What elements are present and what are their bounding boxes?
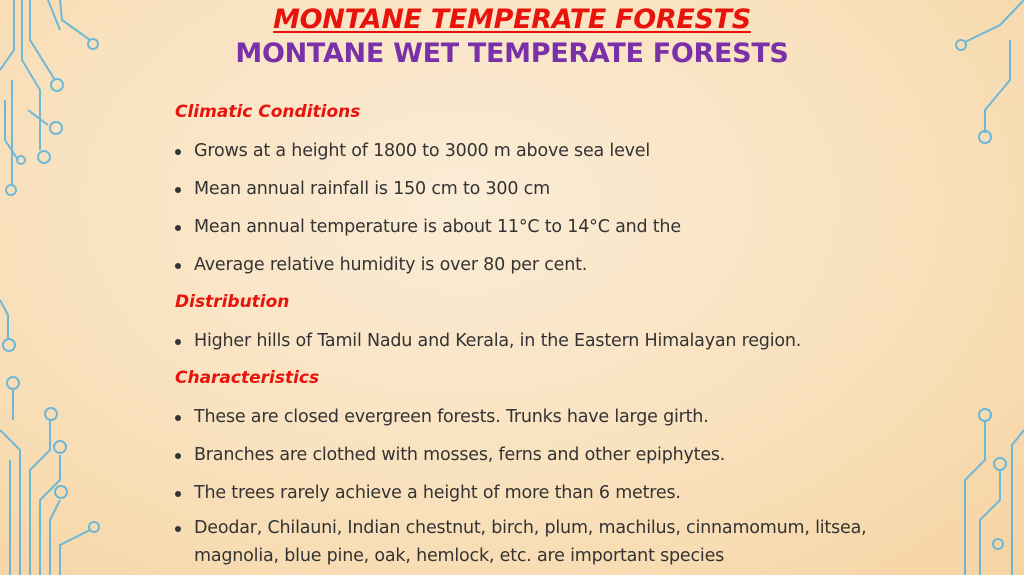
bullet-item: Grows at a height of 1800 to 3000 m above sea level (175, 133, 875, 171)
bullet-item: The trees rarely achieve a height of more than 6 metres. (175, 475, 875, 513)
bullet-item: These are closed evergreen forests. Trunks have large girth. (175, 399, 875, 437)
bullet-item: Deodar, Chilauni, Indian chestnut, birch, plum, machilus, cinnamomum, litsea, magnolia, blue pine, oak, hemlock, etc. are important species (175, 513, 875, 569)
bullet-item: Branches are clothed with mosses, ferns and other epiphytes. (175, 437, 875, 475)
section-heading-distribution: Distribution (175, 292, 290, 312)
slide-title-text: MONTANE TEMPERATE FORESTS (273, 4, 751, 35)
section-heading-characteristics: Characteristics (175, 368, 320, 388)
bullet-item: Higher hills of Tamil Nadu and Kerala, in the Eastern Himalayan region. (175, 323, 875, 361)
slide-title (0, 2, 1024, 38)
slide-subtitle: MONTANE WET TEMPERATE FORESTS (235, 38, 789, 69)
bullet-item: Average relative humidity is over 80 per cent. (175, 247, 875, 285)
bullet-item: Mean annual temperature is about 11°C to 14°C and the (175, 209, 875, 247)
section-heading-climatic-conditions: Climatic Conditions (175, 102, 361, 122)
slide-content (175, 95, 875, 569)
bullet-item: Mean annual rainfall is 150 cm to 300 cm (175, 171, 875, 209)
